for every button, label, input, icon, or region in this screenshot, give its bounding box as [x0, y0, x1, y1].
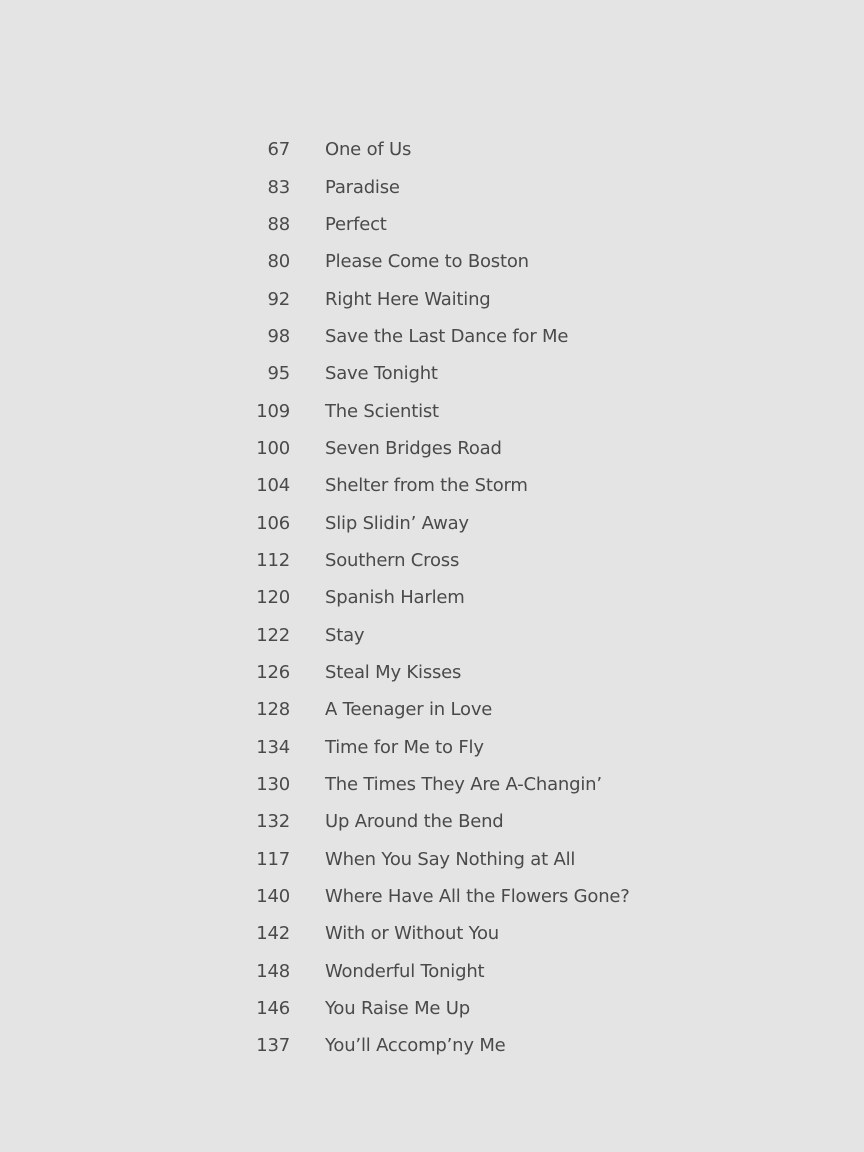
- toc-song-title: Save the Last Dance for Me: [325, 325, 569, 347]
- toc-song-title: Wonderful Tonight: [325, 960, 485, 982]
- toc-page-number: 104: [256, 475, 290, 497]
- toc-page-number: 112: [256, 549, 290, 571]
- toc-entry[interactable]: [240, 953, 660, 990]
- toc-song-title: Shelter from the Storm: [325, 475, 528, 497]
- toc-page-number: 92: [267, 288, 290, 310]
- toc-page-number: 128: [256, 699, 290, 721]
- toc-entry[interactable]: [240, 467, 660, 504]
- toc-entry[interactable]: [240, 280, 660, 317]
- toc-entry[interactable]: [240, 243, 660, 280]
- toc-page-number: 126: [256, 661, 290, 683]
- toc-entry[interactable]: [240, 579, 660, 616]
- toc-entry[interactable]: [240, 766, 660, 803]
- toc-page-number: 122: [256, 624, 290, 646]
- toc-song-title: Steal My Kisses: [325, 661, 462, 683]
- toc-page-number: 142: [256, 923, 290, 945]
- toc-song-title: Time for Me to Fly: [325, 736, 484, 758]
- toc-entry[interactable]: [240, 841, 660, 878]
- toc-entry[interactable]: [240, 392, 660, 429]
- toc-song-title: Stay: [325, 624, 365, 646]
- toc-song-title: One of Us: [325, 139, 412, 161]
- toc-page-number: 98: [267, 325, 290, 347]
- toc-song-title: Where Have All the Flowers Gone?: [325, 886, 630, 908]
- toc-song-title: Perfect: [325, 213, 387, 235]
- toc-page-number: 134: [256, 736, 290, 758]
- toc-song-title: Right Here Waiting: [325, 288, 491, 310]
- toc-page-number: 80: [267, 251, 290, 273]
- toc-song-title: With or Without You: [325, 923, 500, 945]
- toc-song-title: The Scientist: [325, 400, 439, 422]
- toc-entry[interactable]: [240, 430, 660, 467]
- toc-song-title: The Times They Are A-Changin’: [325, 774, 602, 796]
- toc-entry[interactable]: [240, 131, 660, 168]
- toc-entry[interactable]: [240, 355, 660, 392]
- toc-page-number: 140: [256, 886, 290, 908]
- toc-entry[interactable]: [240, 990, 660, 1027]
- toc-page-number: 120: [256, 587, 290, 609]
- toc-entry[interactable]: [240, 168, 660, 205]
- toc-entry[interactable]: [240, 206, 660, 243]
- toc-entry[interactable]: [240, 691, 660, 728]
- toc-song-title: Southern Cross: [325, 549, 460, 571]
- toc-entry[interactable]: [240, 542, 660, 579]
- toc-page-number: 95: [267, 363, 290, 385]
- toc-entry[interactable]: [240, 878, 660, 915]
- toc-page-number: 148: [256, 960, 290, 982]
- toc-page-number: 146: [256, 998, 290, 1020]
- toc-song-title: You’ll Accomp’ny Me: [325, 1035, 506, 1057]
- toc-song-title: Save Tonight: [325, 363, 438, 385]
- toc-page-number: 130: [256, 774, 290, 796]
- toc-page-number: 109: [256, 400, 290, 422]
- toc-song-title: Paradise: [325, 176, 400, 198]
- toc-entry[interactable]: [240, 729, 660, 766]
- toc-song-title: Slip Slidin’ Away: [325, 512, 469, 534]
- toc-page-number: 67: [267, 139, 290, 161]
- toc-entry[interactable]: [240, 803, 660, 840]
- toc-entry[interactable]: [240, 504, 660, 541]
- toc-entry[interactable]: [240, 318, 660, 355]
- toc-page-number: 137: [256, 1035, 290, 1057]
- toc-song-title: Please Come to Boston: [325, 251, 529, 273]
- toc-page-number: 117: [256, 848, 290, 870]
- toc-song-title: You Raise Me Up: [325, 998, 470, 1020]
- toc-entry[interactable]: [240, 915, 660, 952]
- toc-page-number: 100: [256, 437, 290, 459]
- toc-song-title: When You Say Nothing at All: [325, 848, 576, 870]
- toc-song-title: Spanish Harlem: [325, 587, 465, 609]
- toc-entry[interactable]: [240, 1027, 660, 1064]
- toc-song-title: Up Around the Bend: [325, 811, 504, 833]
- toc-page-number: 106: [256, 512, 290, 534]
- toc-page-number: 132: [256, 811, 290, 833]
- toc-page-number: 88: [267, 213, 290, 235]
- toc-song-title: Seven Bridges Road: [325, 437, 502, 459]
- toc-entry[interactable]: [240, 654, 660, 691]
- toc-page-number: 83: [267, 176, 290, 198]
- toc-song-title: A Teenager in Love: [325, 699, 493, 721]
- toc-entry[interactable]: [240, 616, 660, 653]
- table-of-contents: [240, 131, 660, 1065]
